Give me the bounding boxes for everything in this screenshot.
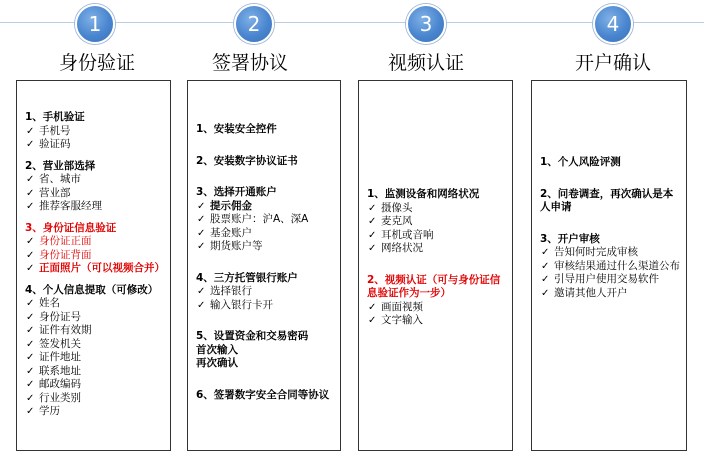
step-3-box xyxy=(358,80,513,451)
step-2-title: 签署协议 xyxy=(211,52,288,74)
section-heading: 2、视频认证（可与身份证信息验证作为一步） xyxy=(367,273,501,299)
check-icon: ✓ xyxy=(26,201,35,212)
check-icon: ✓ xyxy=(197,241,206,252)
checklist-item-label: 麦克风 xyxy=(381,215,413,227)
check-icon: ✓ xyxy=(368,202,377,214)
step-3-circle xyxy=(406,4,446,44)
step-1-box xyxy=(16,80,171,451)
checklist-item-label: 身份证正面 xyxy=(39,235,92,247)
check-icon: ✓ xyxy=(541,260,550,272)
checklist-item-label: 联系地址 xyxy=(39,364,81,377)
block-gap xyxy=(196,254,334,272)
checklist-item xyxy=(196,240,334,254)
checklist-item xyxy=(540,260,680,274)
checklist-item-label: 提示佣金 xyxy=(210,199,252,212)
check-icon: ✓ xyxy=(197,299,206,311)
checklist-item xyxy=(367,242,506,256)
section-heading: 2、营业部选择 xyxy=(25,159,96,172)
checklist-item-label: 手机号 xyxy=(39,124,71,137)
checklist-item-label: 基金账户 xyxy=(210,226,252,239)
checklist-item xyxy=(25,405,164,419)
check-icon: ✓ xyxy=(26,392,35,404)
block-gap xyxy=(196,137,334,155)
check-icon: ✓ xyxy=(541,274,550,285)
step-4-content xyxy=(540,156,680,300)
checklist-item-label: 引导用户使用交易软件 xyxy=(554,273,659,285)
checklist-item-label: 画面视频 xyxy=(381,300,423,313)
step-number: 4 xyxy=(606,12,620,36)
checklist-item xyxy=(25,311,164,325)
checklist-item xyxy=(367,202,506,216)
step-4-box xyxy=(531,80,687,451)
check-icon: ✓ xyxy=(541,247,550,258)
checklist-item-label: 告知何时完成审核 xyxy=(554,246,638,258)
checklist-item xyxy=(25,235,164,249)
checklist-item-label: 邀请其他人开户 xyxy=(554,286,628,299)
check-icon: ✓ xyxy=(26,139,35,150)
checklist-item xyxy=(367,229,506,243)
checklist-item-label: 输入银行卡开 xyxy=(210,298,273,311)
step-number: 3 xyxy=(419,12,433,36)
checklist-item xyxy=(196,285,334,299)
check-icon: ✓ xyxy=(26,263,35,274)
section-heading: 4、三方托管银行账户 xyxy=(196,271,298,284)
step-1-title: 身份验证 xyxy=(58,52,135,74)
checklist-item-label: 文字输入 xyxy=(381,314,423,326)
step-1-circle xyxy=(75,4,115,44)
checklist-item-label: 正面照片（可以视频合并） xyxy=(39,262,165,274)
checklist-item xyxy=(367,301,506,315)
checklist-item-label: 姓名 xyxy=(39,297,60,309)
checklist-item-label: 股票账户：沪A、深A xyxy=(210,213,309,225)
checklist-item-label: 推荐客服经理 xyxy=(39,200,102,212)
block-gap xyxy=(25,214,164,222)
check-icon: ✓ xyxy=(197,200,206,212)
checklist-item-label: 审核结果通过什么渠道公布 xyxy=(554,259,680,272)
block-gap xyxy=(196,371,334,389)
section-heading: 3、选择开通账户 xyxy=(196,186,277,198)
check-icon: ✓ xyxy=(197,214,206,225)
section-heading: 3、开户审核 xyxy=(540,232,600,245)
section-heading: 3、身份证信息验证 xyxy=(25,221,117,234)
checklist-item xyxy=(25,262,164,276)
checklist-item xyxy=(540,287,680,301)
step-number: 1 xyxy=(88,12,102,36)
check-icon: ✓ xyxy=(26,352,35,363)
step-4-title: 开户确认 xyxy=(574,52,651,74)
checklist-item xyxy=(196,299,334,313)
checklist-item-label: 期货账户等 xyxy=(210,240,263,252)
checklist-item xyxy=(25,200,164,214)
checklist-item xyxy=(367,314,506,328)
checklist-item-label: 摄像头 xyxy=(381,201,413,214)
check-icon: ✓ xyxy=(197,227,206,239)
checklist-item xyxy=(196,213,334,227)
check-icon: ✓ xyxy=(26,187,35,199)
checklist-item xyxy=(196,200,334,214)
block-gap xyxy=(540,170,680,188)
sub-step-text: 首次输入 xyxy=(196,343,238,356)
checklist-item-label: 选择银行 xyxy=(210,285,252,297)
section-heading: 1、手机验证 xyxy=(25,111,85,123)
block-gap xyxy=(196,312,334,330)
check-icon: ✓ xyxy=(26,298,35,309)
checklist-item-label: 签发机关 xyxy=(39,337,81,350)
checklist-item xyxy=(25,392,164,406)
block-gap xyxy=(196,168,334,186)
block-gap xyxy=(25,276,164,284)
checklist-item-label: 邮政编码 xyxy=(39,378,81,390)
section-heading: 5、设置资金和交易密码 xyxy=(196,330,309,342)
checklist-item xyxy=(25,338,164,352)
section-heading: 1、个人风险评测 xyxy=(540,156,621,168)
checklist-item xyxy=(25,138,164,152)
checklist-item xyxy=(367,215,506,229)
checklist-item-label: 学历 xyxy=(39,405,60,417)
section-heading: 1、安装安全控件 xyxy=(196,123,277,135)
checklist-item xyxy=(540,273,680,287)
section-heading: 2、问卷调查，再次确认是本人申请 xyxy=(540,187,674,213)
step-1-content xyxy=(25,111,164,419)
checklist-item xyxy=(540,246,680,260)
check-icon: ✓ xyxy=(26,338,35,350)
checklist-item xyxy=(25,173,164,187)
checklist-item-label: 身份证号 xyxy=(39,310,81,323)
check-icon: ✓ xyxy=(26,365,35,377)
checklist-item-label: 验证码 xyxy=(39,138,71,150)
step-2-box xyxy=(187,80,341,451)
checklist-item xyxy=(25,351,164,365)
check-icon: ✓ xyxy=(368,315,377,326)
check-icon: ✓ xyxy=(26,249,35,261)
checklist-item-label: 行业类别 xyxy=(39,391,81,404)
checklist-item-label: 证件地址 xyxy=(39,351,81,363)
step-4-circle xyxy=(593,4,633,44)
checklist-item-label: 网络状况 xyxy=(381,242,423,254)
block-gap xyxy=(540,215,680,233)
checklist-item xyxy=(25,187,164,201)
block-gap xyxy=(25,152,164,160)
section-heading: 2、安装数字协议证书 xyxy=(196,154,298,167)
checklist-item-label: 身份证背面 xyxy=(39,248,92,261)
checklist-item-label: 省、城市 xyxy=(39,173,81,185)
section-heading: 1、监测设备和网络状况 xyxy=(367,188,480,200)
step-2-circle xyxy=(234,4,274,44)
check-icon: ✓ xyxy=(26,174,35,185)
checklist-item-label: 耳机或音响 xyxy=(381,228,434,241)
step-3-content xyxy=(367,188,506,328)
check-icon: ✓ xyxy=(26,325,35,336)
step-number: 2 xyxy=(247,12,261,36)
checklist-item xyxy=(25,378,164,392)
step-2-content xyxy=(196,123,334,402)
check-icon: ✓ xyxy=(197,286,206,297)
check-icon: ✓ xyxy=(26,406,35,417)
check-icon: ✓ xyxy=(26,311,35,323)
check-icon: ✓ xyxy=(368,216,377,227)
check-icon: ✓ xyxy=(368,229,377,241)
checklist-item xyxy=(25,249,164,263)
checklist-item-label: 证件有效期 xyxy=(39,324,92,336)
check-icon: ✓ xyxy=(368,301,377,313)
checklist-item xyxy=(25,297,164,311)
section-heading: 4、个人信息提取（可修改） xyxy=(25,283,159,296)
check-icon: ✓ xyxy=(26,236,35,247)
checklist-item xyxy=(25,125,164,139)
checklist-item-label: 营业部 xyxy=(39,186,71,199)
section-heading: 6、签署数字安全合同等协议 xyxy=(196,388,330,401)
sub-step-text: 再次确认 xyxy=(196,357,238,369)
checklist-item xyxy=(25,365,164,379)
block-gap xyxy=(367,256,506,274)
check-icon: ✓ xyxy=(368,243,377,254)
step-3-title: 视频认证 xyxy=(387,52,464,74)
check-icon: ✓ xyxy=(541,287,550,299)
checklist-item xyxy=(25,324,164,338)
check-icon: ✓ xyxy=(26,379,35,390)
checklist-item xyxy=(196,227,334,241)
check-icon: ✓ xyxy=(26,125,35,137)
